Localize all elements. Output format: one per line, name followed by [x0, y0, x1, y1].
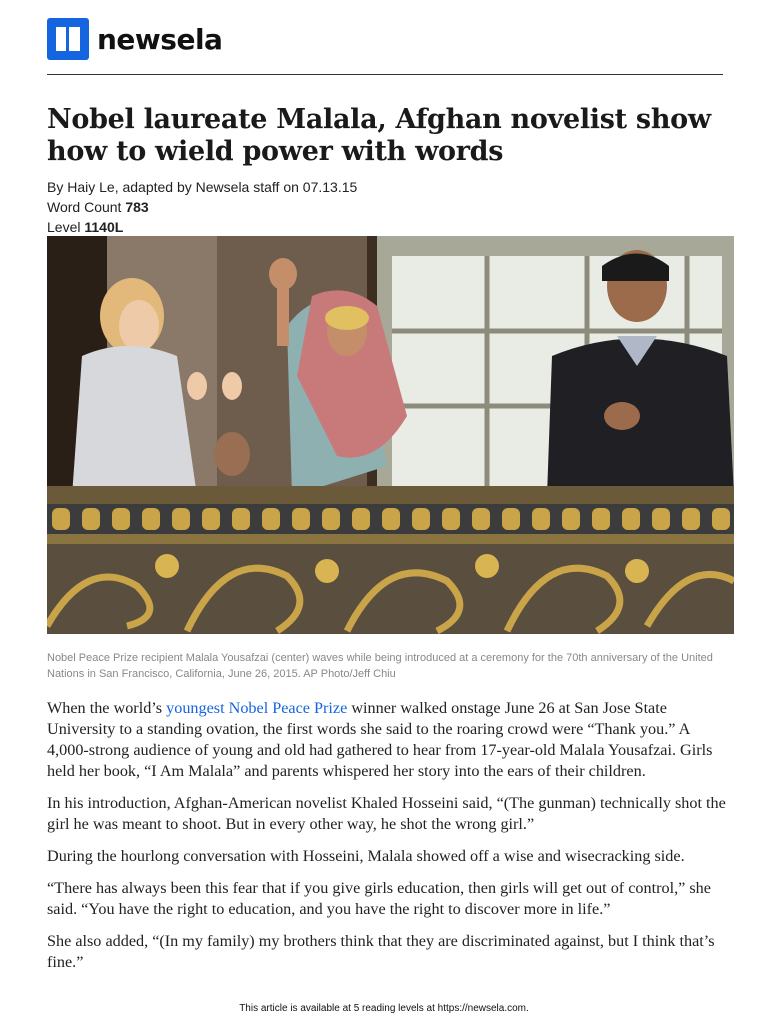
article-body — [47, 698, 727, 984]
paragraph: When the world’s youngest Nobel Peace Prize winner walked onstage June 26 at San Jose State University to a standing ovation, the first words she said to the roaring crowd were “Thank you.” A 4,000-strong audience of young and old had gathered to hear from 17-year-old Malala Yousafzai. Girls held her book, “I Am Malala” and parents whispered her story into the ears of their children. — [47, 699, 713, 780]
article-photo — [47, 236, 734, 634]
byline: By Haiy Le, adapted by Newsela staff on 07.13.15 — [47, 179, 358, 195]
site-header — [47, 18, 222, 60]
reading-level: Level 1140L — [47, 219, 124, 235]
youngest-nobel-link[interactable]: youngest Nobel Peace Prize — [166, 699, 348, 717]
paragraph: “There has always been this fear that if you give girls education, then girls will get out of control,” she said. “You have the right to education, and you have the right to discover more in life.” — [47, 879, 711, 918]
paragraph: During the hourlong conversation with Hosseini, Malala showed off a wise and wisecracking side. — [47, 847, 685, 865]
paragraph: In his introduction, Afghan-American novelist Khaled Hosseini said, “(The gunman) technically shot the girl he was meant to shoot. But in every other way, he shot the wrong girl.” — [47, 794, 726, 833]
brand-name[interactable]: newsela — [97, 22, 223, 56]
article-meta — [47, 177, 357, 237]
paragraph: She also added, “(In my family) my brothers think that they are discriminated against, but I think that’s fine.” — [47, 932, 715, 971]
photo-caption: Nobel Peace Prize recipient Malala Yousafzai (center) waves while being introduced at a ceremony for the 70th anniversary of the United Nations in San Francisco, California, June 26, 2015. AP Photo/Jeff Chiu — [47, 652, 713, 680]
newsela-logo-icon[interactable] — [47, 18, 89, 60]
word-count: Word Count 783 — [47, 199, 149, 215]
footer-note: This article is available at 5 reading levels at https://newsela.com. — [239, 1003, 529, 1014]
header-divider — [47, 74, 723, 75]
article-title: Nobel laureate Malala, Afghan novelist show how to wield power with words — [47, 104, 711, 167]
